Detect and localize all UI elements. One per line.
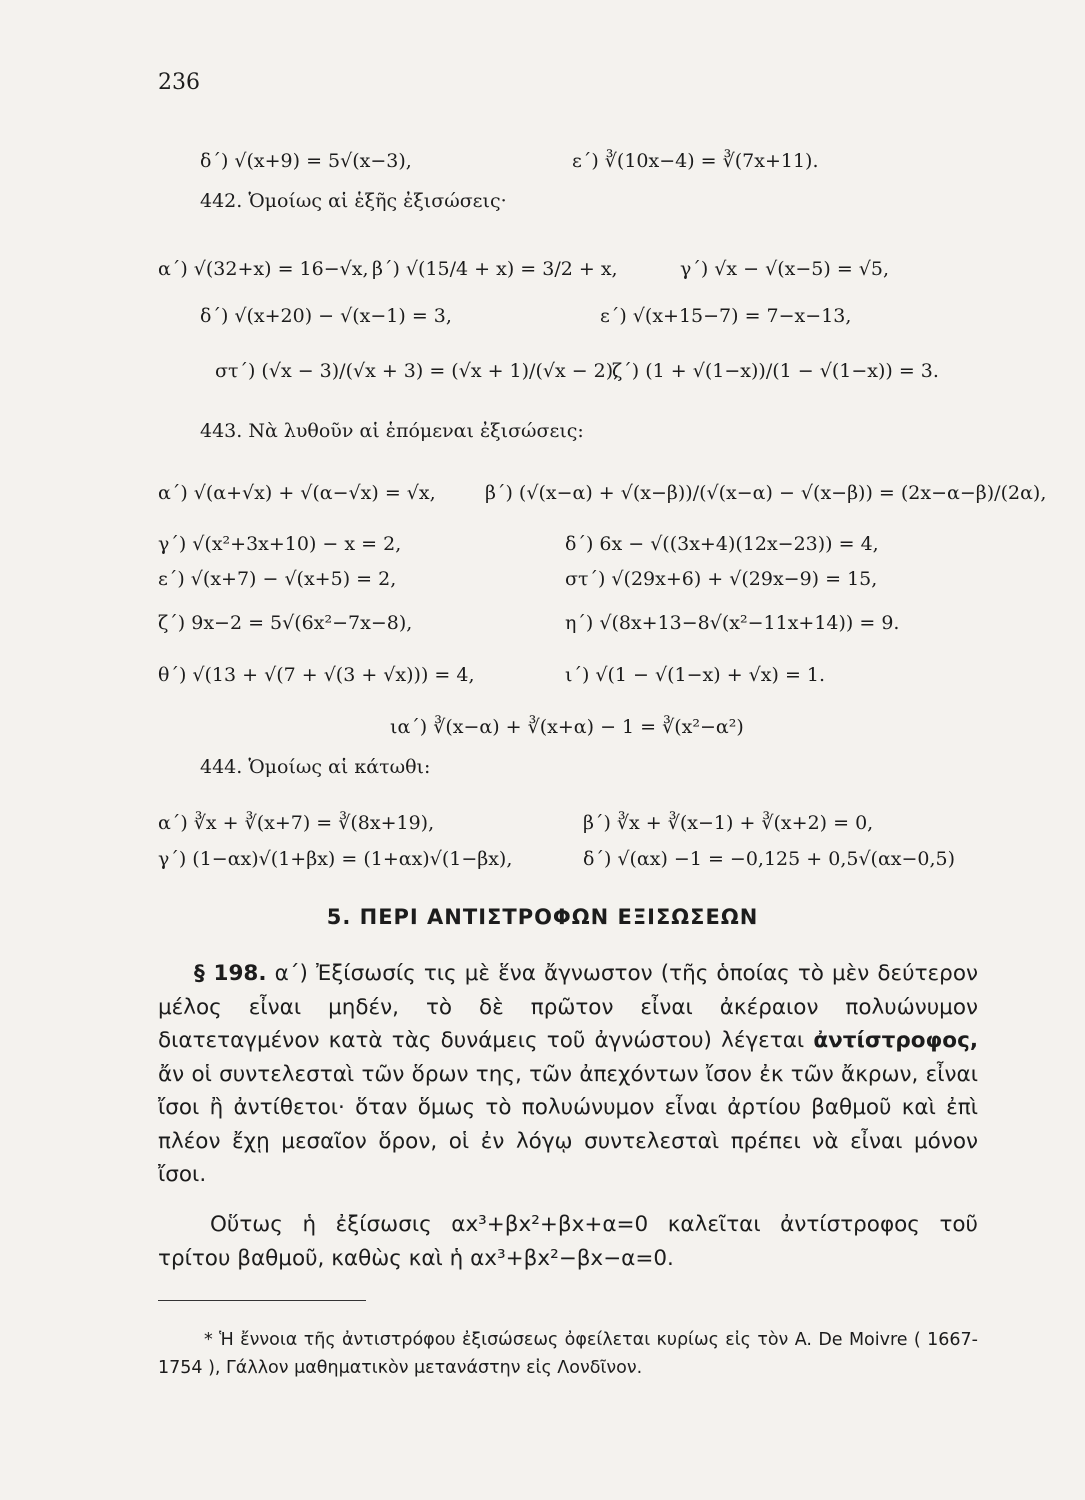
equation-443-e: ε΄) √(x+7) − √(x+5) = 2, — [158, 568, 397, 590]
equation-444-a: α΄) ∛x + ∛(x+7) = ∛(8x+19), — [158, 812, 435, 834]
equation-443-g: γ΄) √(x²+3x+10) − x = 2, — [158, 533, 402, 555]
paragraph-198-text-a: α΄) Ἐξίσωσίς τις μὲ ἕνα ἄγνωστον (τῆς ὁποίας τὸ μὲν δεύτερον μέλος εἶναι μηδέν, τὸ δὲ πρῶτον εἶναι ἀκέραιον πολυώνυμον διατεταγμένον κατὰ τὰς δυνάμεις τοῦ ἀγνώστου) λέγεται — [158, 961, 978, 1053]
equation-442-d: δ΄) √(x+20) − √(x−1) = 3, — [200, 305, 452, 327]
equation-443-b: β΄) (√(x−α) + √(x−β))/(√(x−α) − √(x−β)) = (2x−α−β)/(2α), — [485, 482, 1047, 504]
equation-444-g: γ΄) (1−αx)√(1+βx) = (1+αx)√(1−βx), — [158, 848, 513, 870]
section-mark: § 198. — [194, 961, 267, 986]
problem-442-heading: 442. Ὁμοίως αἱ ἑξῆς ἐξισώσεις· — [200, 190, 507, 212]
equation-442-g: γ΄) √x − √(x−5) = √5, — [680, 258, 890, 280]
equation-442-st: στ΄) (√x − 3)/(√x + 3) = (√x + 1)/(√x − 2), — [215, 360, 620, 382]
equation-443-z: ζ΄) 9x−2 = 5√(6x²−7x−8), — [158, 612, 413, 634]
paragraph-198 — [158, 957, 978, 1192]
equation-441-d: δ΄) √(x+9) = 5√(x−3), — [200, 150, 412, 172]
equation-443-i: ι΄) √(1 − √(1−x) + √x) = 1. — [565, 664, 826, 686]
equation-444-b: β΄) ∛x + ∛(x−1) + ∛(x+2) = 0, — [583, 812, 874, 834]
term-antistrofos: ἀντίστροφος, — [813, 1028, 978, 1053]
equation-443-ia: ια΄) ∛(x−α) + ∛(x+α) − 1 = ∛(x²−α²) — [390, 716, 744, 738]
equation-443-d: δ΄) 6x − √((3x+4)(12x−23)) = 4, — [565, 533, 879, 555]
paragraph-198-text-b: ἄν οἱ συντελεσταὶ τῶν ὅρων της, τῶν ἀπεχόντων ἴσον ἐκ τῶν ἄκρων, εἶναι ἴσοι ἢ ἀντίθετοι· ὅταν ὅμως τὸ πολυώνυμον εἶναι ἀρτίου βαθμοῦ καὶ ἐπὶ πλέον ἔχῃ μεσαῖον ὅρον, οἱ ἐν λόγῳ συντελεσταὶ πρέπει νὰ εἶναι μόνον ἴσοι. — [158, 1061, 978, 1187]
problem-444-heading: 444. Ὁμοίως αἱ κάτωθι: — [200, 756, 431, 778]
equation-444-d: δ΄) √(αx) −1 = −0,125 + 0,5√(αx−0,5) — [583, 848, 956, 870]
equation-442-b: β΄) √(15/4 + x) = 3/2 + x, — [372, 258, 618, 280]
equation-442-a: α΄) √(32+x) = 16−√x, — [158, 258, 369, 280]
equation-442-z: ζ΄) (1 + √(1−x))/(1 − √(1−x)) = 3. — [612, 360, 939, 382]
equation-443-h: η΄) √(8x+13−8√(x²−11x+14)) = 9. — [565, 612, 900, 634]
equation-443-a: α΄) √(α+√x) + √(α−√x) = √x, — [158, 482, 436, 504]
equation-443-th: θ΄) √(13 + √(7 + √(3 + √x))) = 4, — [158, 664, 475, 686]
equation-441-e: ε΄) ∛(10x−4) = ∛(7x+11). — [572, 150, 819, 172]
section-title: 5. ΠΕΡΙ ΑΝΤΙΣΤΡΟΦΩΝ ΕΞΙΣΩΣΕΩΝ — [326, 905, 759, 929]
footnote: * Ἡ ἔννοια τῆς ἀντιστρόφου ἐξισώσεως ὀφείλεται κυρίως εἰς τὸν A. De Moivre ( 1667-1754 ), Γάλλον μαθηματικὸν μετανάστην εἰς Λονδῖνον. — [158, 1330, 978, 1378]
page-number: 236 — [158, 70, 200, 95]
paragraph-example: Οὕτως ἡ ἐξίσωσις αx³+βx²+βx+α=0 καλεῖται ἀντίστροφος τοῦ τρίτου βαθμοῦ, καθὼς καὶ ἡ αx³+βx²−βx−α=0. — [158, 1212, 978, 1271]
footnote-rule — [158, 1300, 366, 1301]
problem-443-heading: 443. Νὰ λυθοῦν αἱ ἑπόμεναι ἐξισώσεις: — [200, 420, 584, 442]
equation-442-e: ε΄) √(x+15−7) = 7−x−13, — [600, 305, 852, 327]
equation-443-st: στ΄) √(29x+6) + √(29x−9) = 15, — [565, 568, 878, 590]
